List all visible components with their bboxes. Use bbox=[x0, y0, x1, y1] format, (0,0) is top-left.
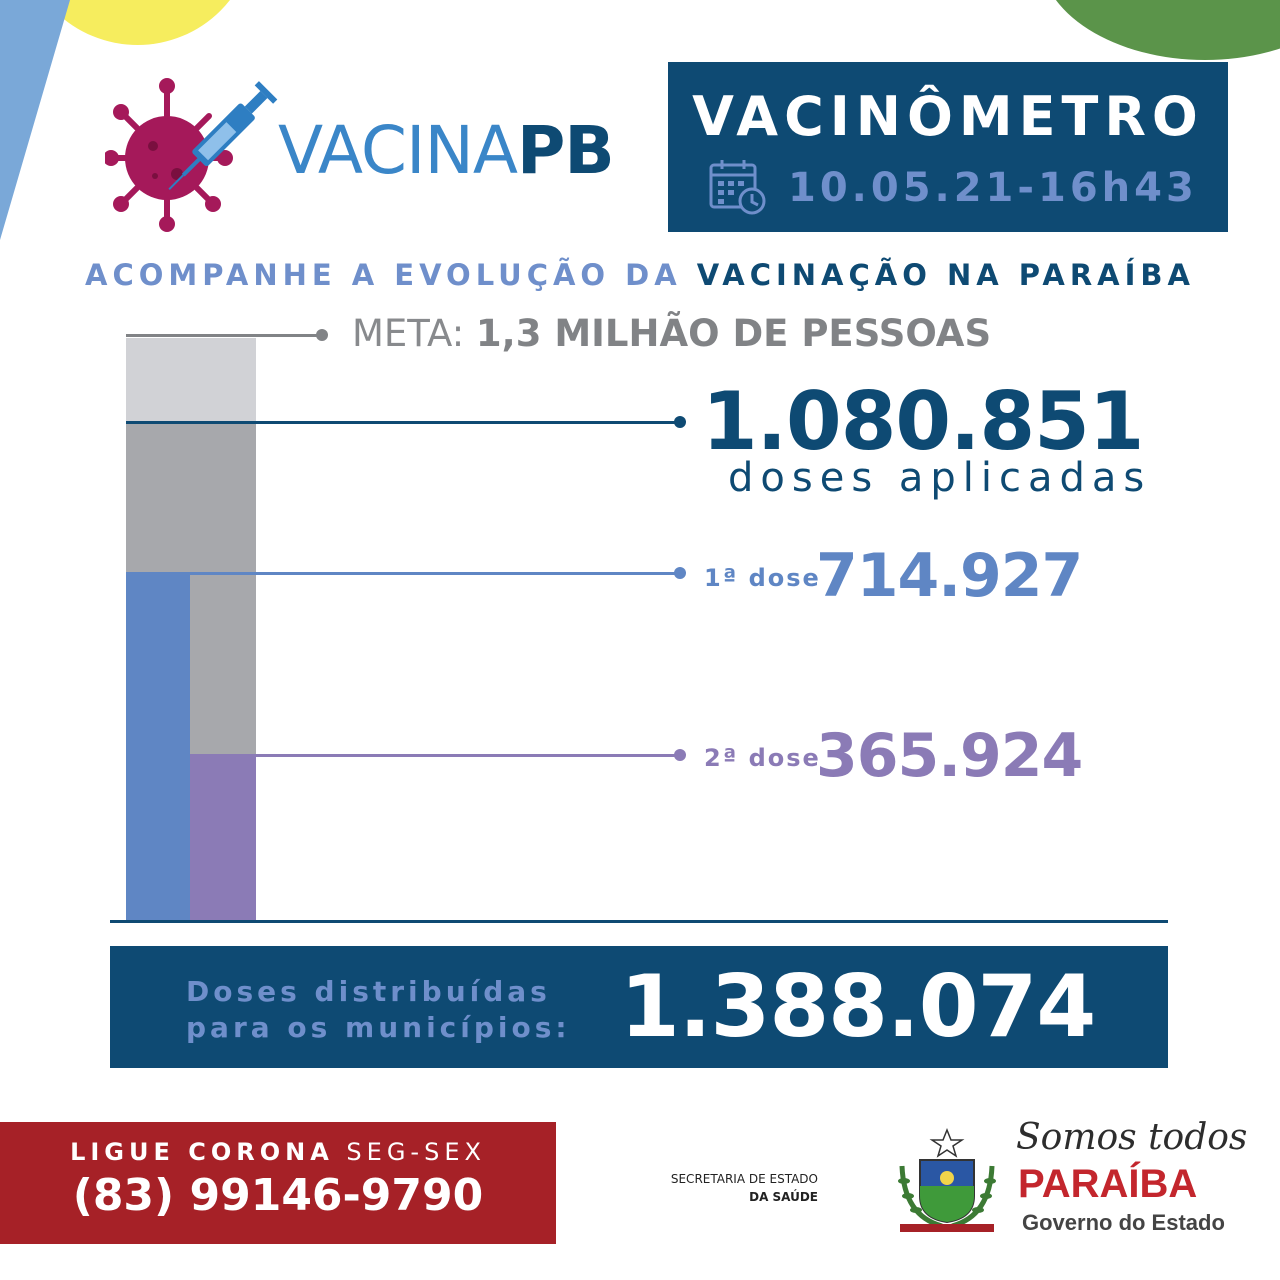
blue-corner-decoration bbox=[0, 0, 70, 240]
page-subtitle bbox=[0, 258, 1280, 292]
goal-prefix: META: bbox=[352, 312, 476, 355]
secretaria-line2: DA SAÚDE bbox=[749, 1190, 818, 1204]
applied-label: doses aplicadas bbox=[728, 455, 1152, 501]
first-dose-leader-line bbox=[190, 572, 680, 575]
calendar-clock-icon bbox=[708, 157, 768, 217]
state-coat-of-arms-icon bbox=[892, 1126, 1002, 1236]
callcenter-label bbox=[0, 1140, 556, 1164]
header-date: 10.05.21-16h43 bbox=[788, 165, 1198, 211]
distributed-label-line1: Doses distribuídas bbox=[186, 975, 551, 1008]
applied-leader-dot bbox=[674, 416, 686, 428]
slogan-text: Somos todos bbox=[1016, 1117, 1248, 1158]
first-dose-value: 714.927 bbox=[816, 541, 1083, 611]
callcenter-label-rest: SEG-SEX bbox=[333, 1138, 486, 1166]
brand-logo bbox=[105, 62, 285, 232]
callcenter-phone[interactable]: (83) 99146-9790 bbox=[72, 1170, 484, 1221]
header-box bbox=[668, 62, 1228, 232]
distributed-box bbox=[110, 946, 1168, 1068]
distributed-label bbox=[186, 974, 571, 1046]
secretaria-text bbox=[640, 1170, 818, 1206]
brand-name bbox=[278, 112, 614, 189]
first-dose-bar bbox=[126, 572, 190, 922]
subtitle-part1: ACOMPANHE A EVOLUÇÃO DA bbox=[85, 258, 697, 292]
first-dose-label: 1ª dose bbox=[704, 564, 821, 592]
goal-leader-line bbox=[126, 334, 322, 337]
brand-name-part1: VACINA bbox=[278, 112, 517, 189]
second-dose-bar bbox=[190, 754, 256, 922]
green-circle-decoration bbox=[1040, 0, 1280, 60]
applied-total: 1.080.851 bbox=[702, 375, 1144, 468]
secretaria-line1: SECRETARIA DE ESTADO bbox=[670, 1172, 818, 1186]
second-dose-leader-dot bbox=[674, 749, 686, 761]
goal-label bbox=[352, 312, 991, 356]
goal-leader-dot bbox=[316, 329, 328, 341]
second-dose-leader-line bbox=[256, 754, 680, 757]
callcenter-label-bold: LIGUE CORONA bbox=[70, 1138, 334, 1166]
syringe-icon bbox=[105, 62, 285, 232]
brand-name-part2: PB bbox=[517, 112, 614, 189]
header-title: VACINÔMETRO bbox=[692, 85, 1204, 148]
distributed-label-line2: para os municípios: bbox=[186, 1010, 571, 1044]
second-dose-value: 365.924 bbox=[816, 721, 1083, 791]
chart-baseline bbox=[110, 920, 1168, 923]
subtitle-part2: VACINAÇÃO NA PARAÍBA bbox=[696, 258, 1195, 292]
callcenter-box bbox=[0, 1122, 556, 1244]
first-dose-leader-dot bbox=[674, 567, 686, 579]
second-dose-label: 2ª dose bbox=[704, 744, 821, 772]
applied-leader-line bbox=[126, 421, 680, 424]
distributed-value: 1.388.074 bbox=[620, 957, 1096, 1057]
state-name: PARAÍBA bbox=[1018, 1162, 1198, 1206]
goal-value: 1,3 MILHÃO DE PESSOAS bbox=[475, 312, 992, 355]
government-label: Governo do Estado bbox=[1022, 1210, 1225, 1235]
